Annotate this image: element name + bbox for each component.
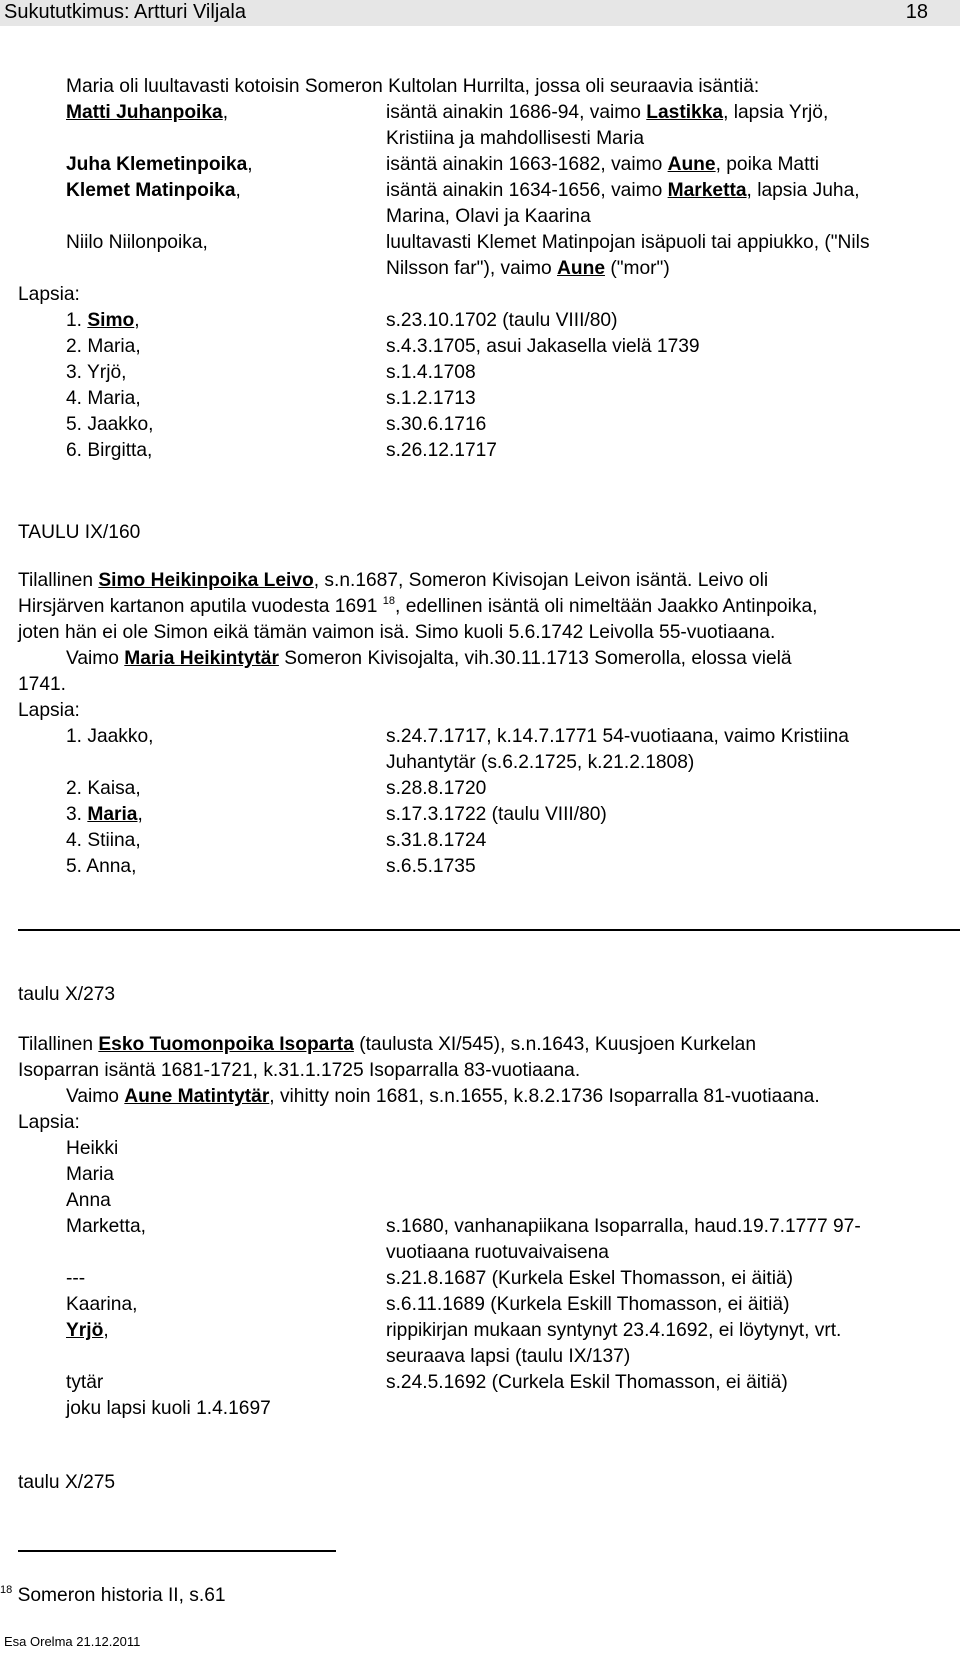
section1-intro: Maria oli luultavasti kotoisin Someron Kultolan Hurrilta, jossa oli seuraavia isäntiä: xyxy=(66,76,760,97)
master-desc: luultavasti Klemet Matinpojan isäpuoli tai appiukko, ("Nils xyxy=(386,232,870,253)
master-name: Juha Klemetinpoika, xyxy=(66,154,253,175)
child-info: s.24.7.1717, k.14.7.1771 54-vuotiaana, vaimo Kristiina xyxy=(386,726,849,747)
document-title: Sukututkimus: Artturi Viljala xyxy=(4,1,246,23)
footnote-mark: 18 xyxy=(0,1584,13,1596)
child-name: Yrjö, xyxy=(66,1320,109,1341)
child-name: Heikki xyxy=(66,1138,119,1159)
child-name: Marketta, xyxy=(66,1216,146,1237)
child-info: s.31.8.1724 xyxy=(386,830,487,851)
children-label: Lapsia: xyxy=(18,1112,80,1133)
master-desc-continued: Nilsson far"), vaimo Aune ("mor") xyxy=(386,258,670,279)
section-heading: taulu X/273 xyxy=(18,984,116,1005)
page-header xyxy=(0,0,960,26)
child-info-continued: vuotiaana ruotuvaivaisena xyxy=(386,1242,609,1263)
child-info: s.17.3.1722 (taulu VIII/80) xyxy=(386,804,607,825)
child-info: s.6.5.1735 xyxy=(386,856,476,877)
master-desc: isäntä ainakin 1686-94, vaimo Lastikka, lapsia Yrjö, xyxy=(386,102,829,123)
paragraph-line: joten hän ei ole Simon eikä tämän vaimon isä. Simo kuoli 5.6.1742 Leivolla 55-vuotiaana. xyxy=(18,622,776,643)
master-name: Klemet Matinpoika, xyxy=(66,180,241,201)
section-heading: taulu X/275 xyxy=(18,1472,116,1493)
child-info-continued: Juhantytär (s.6.2.1725, k.21.2.1808) xyxy=(386,752,695,773)
paragraph-line: Hirsjärven kartanon aputila vuodesta 1691 $^{18}$, edellinen isäntä oli nimeltään Jaakko Antinpoika, xyxy=(18,595,818,617)
children-label: Lapsia: xyxy=(18,284,80,305)
master-name: Matti Juhanpoika, xyxy=(66,102,229,123)
child-name: 6. Birgitta, xyxy=(66,440,153,461)
child-name: Kaarina, xyxy=(66,1294,138,1315)
paragraph-line: Tilallinen Simo Heikinpoika Leivo, s.n.1687, Someron Kivisojan Leivon isäntä. Leivo oli xyxy=(18,570,769,591)
paragraph-line: Vaimo Maria Heikintytär Someron Kivisojalta, vih.30.11.1713 Somerolla, elossa vielä xyxy=(66,648,792,669)
child-name: 4. Stiina, xyxy=(66,830,141,851)
child-info: s.1680, vanhanapiikana Isoparralla, haud.19.7.1777 97- xyxy=(386,1216,861,1237)
child-info: s.30.6.1716 xyxy=(386,414,487,435)
master-desc-continued: Kristiina ja mahdollisesti Maria xyxy=(386,128,645,149)
child-info: rippikirjan mukaan syntynyt 23.4.1692, ei löytynyt, vrt. xyxy=(386,1320,842,1341)
section-heading: TAULU IX/160 xyxy=(18,522,141,543)
child-info: s.26.12.1717 xyxy=(386,440,497,461)
footnote-divider xyxy=(18,1550,336,1552)
child-info: s.24.5.1692 (Curkela Eskil Thomasson, ei äitiä) xyxy=(386,1372,788,1393)
section-divider xyxy=(18,929,960,931)
child-info: s.28.8.1720 xyxy=(386,778,487,799)
child-name: joku lapsi kuoli 1.4.1697 xyxy=(66,1398,271,1419)
paragraph-line: Isoparran isäntä 1681-1721, k.31.1.1725 Isoparralla 83-vuotiaana. xyxy=(18,1060,581,1081)
child-name: --- xyxy=(66,1268,86,1289)
master-desc: isäntä ainakin 1634-1656, vaimo Marketta, lapsia Juha, xyxy=(386,180,860,201)
child-info-continued: seuraava lapsi (taulu IX/137) xyxy=(386,1346,631,1367)
child-info: s.21.8.1687 (Kurkela Eskel Thomasson, ei äitiä) xyxy=(386,1268,794,1289)
master-desc: isäntä ainakin 1663-1682, vaimo Aune, poika Matti xyxy=(386,154,820,175)
footnote: $^{18}$ Someron historia II, s.61 xyxy=(0,1584,226,1606)
children-label: Lapsia: xyxy=(18,700,80,721)
master-desc-continued: Marina, Olavi ja Kaarina xyxy=(386,206,591,227)
child-name: 5. Jaakko, xyxy=(66,414,154,435)
child-name: Maria xyxy=(66,1164,114,1185)
footnote-reference[interactable]: 18 xyxy=(382,595,396,607)
child-name: 1. Jaakko, xyxy=(66,726,154,747)
master-name: Niilo Niilonpoika, xyxy=(66,232,208,253)
paragraph-line: Tilallinen Esko Tuomonpoika Isoparta (taulusta XI/545), s.n.1643, Kuusjoen Kurkelan xyxy=(18,1034,756,1055)
child-name: 4. Maria, xyxy=(66,388,141,409)
child-name: 3. Yrjö, xyxy=(66,362,127,383)
child-info: s.1.2.1713 xyxy=(386,388,476,409)
child-info: s.1.4.1708 xyxy=(386,362,476,383)
child-name: 2. Maria, xyxy=(66,336,141,357)
child-info: s.6.11.1689 (Kurkela Eskill Thomasson, ei äitiä) xyxy=(386,1294,790,1315)
child-name: 5. Anna, xyxy=(66,856,137,877)
paragraph-line: 1741. xyxy=(18,674,67,695)
child-name: 1. Simo, xyxy=(66,310,140,331)
child-name: 2. Kaisa, xyxy=(66,778,141,799)
child-name: tytär xyxy=(66,1372,104,1393)
child-name: 3. Maria, xyxy=(66,804,143,825)
page-footer: Esa Orelma 21.12.2011 xyxy=(4,1634,141,1649)
child-name: Anna xyxy=(66,1190,111,1211)
paragraph-line: Vaimo Aune Matintytär, vihitty noin 1681, s.n.1655, k.8.2.1736 Isoparralla 81-vuotiaana. xyxy=(66,1086,820,1107)
page-number: 18 xyxy=(905,1,928,23)
child-info: s.4.3.1705, asui Jakasella vielä 1739 xyxy=(386,336,700,357)
child-info: s.23.10.1702 (taulu VIII/80) xyxy=(386,310,618,331)
